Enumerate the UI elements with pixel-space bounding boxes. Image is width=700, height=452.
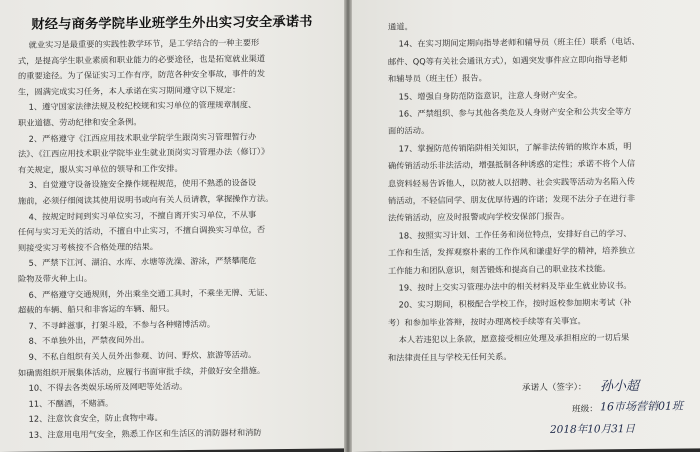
body-line: 任何与实习无关的活动，不擅自中止实习，不擅自调换实习单位，否 — [18, 224, 266, 237]
body-line: 销活动，不轻信同学、朋友优厚待遇的许诺；发现不法分子在进行非 — [388, 193, 636, 206]
body-line: 如确需组织开展集体活动，应履行书面审批手续，并做好安全措施。 — [18, 364, 266, 378]
body-line: 息资料轻易告诉他人，以防被人以招聘、社会实践等活动为名陷入传 — [388, 175, 636, 189]
body-line: 和辅导员（班主任）报告。 — [388, 72, 487, 84]
book-spine — [344, 0, 352, 452]
body-line: 9、不私自组织有关人员外出参观、访问、野炊、旅游等活动。 — [18, 349, 257, 362]
body-line: 有关规定，服从实习单位的领导和工作安排。 — [18, 162, 183, 175]
body-line: 确传销活动乐非法活动，增强抵制各种诱惑的定性；承诺不将个人信 — [388, 158, 636, 171]
left-page — [0, 0, 344, 452]
body-line: 17、掌握防范传销陷阱相关知识，了解非法传销的欺诈本质，明 — [388, 140, 632, 154]
signer-label: 承诺人（签字）： — [522, 382, 587, 394]
body-line: 考）和参加毕业答辩，按时办理离校手续等有关事宜。 — [388, 315, 586, 328]
body-line: 本人若违犯以上条款，愿意接受相应处理及承担相应的一切后果 — [388, 332, 630, 345]
body-line: 则接受实习考核按不合格处理的结果。 — [18, 241, 159, 253]
right-page — [352, 0, 700, 452]
body-line: 5、严禁下江河、湖泊、水库、水塘等洗澡、游泳，严禁攀爬危 — [18, 255, 257, 269]
body-line: 10、不得去各类娱乐场所及网吧等处活动。 — [18, 381, 188, 393]
body-line: 16、严禁组织、参与其他各类危及人身财产安全和公共安全等方 — [388, 106, 632, 119]
body-line: 4、按规定时间到实习单位实习，不擅自离开实习单位，不从事 — [18, 208, 257, 222]
body-line: 1、遵守国家法律法规及校纪校规和实习单位的管理规章制度、 — [18, 99, 257, 113]
body-line: 12、注意饮食安全，防止食物中毒。 — [18, 412, 163, 425]
body-line: 13、注意用电用气安全，熟悉工作区和生活区的消防器材和消防 — [18, 427, 262, 440]
body-line: 险物及带火种上山。 — [18, 273, 93, 284]
body-line: 和法律责任且与学校无任何关系。 — [388, 350, 512, 363]
body-line: 工作和生活，发挥观察朴素的工作作风和谦虚好学的精神，培养独立 — [388, 245, 636, 258]
body-line: 7、不寻衅滋事，打架斗殴，不参与各种赌博活动。 — [18, 318, 216, 331]
body-line: 就业实习是最重要的实践性教学环节，是工学结合的一种主要形 — [18, 37, 260, 50]
body-line: 14、在实习期间定期向指导老师和辅导员（班主任）联系（电话、 — [388, 36, 640, 50]
body-line: 邮件、QQ等有关社会通讯方式），如遇突发事件应立即向指导老师 — [388, 53, 628, 67]
body-line: 6、严格遵守交通规则，外出乘坐交通工具时，不乘坐无牌、无证、 — [18, 286, 273, 300]
body-line: 法》、《江西应用技术职业学院毕业生就业顶岗实习管理办法（修订）》 — [18, 146, 270, 159]
signer-signature: 孙小超 — [600, 378, 640, 395]
body-line: 8、不单独外出，严禁夜间外出。 — [18, 334, 150, 347]
body-line: 20、实习期间，积极配合学校工作，按时返校参加期末考试（补 — [388, 297, 632, 311]
body-line: 法传销活动，应及时报警或向学校安保部门报告。 — [388, 211, 570, 224]
body-line: 18、按照实习计划、工作任务和岗位特点，安排好自己的学习、 — [388, 227, 632, 241]
body-line: 3、自觉遵守设备设施安全操作规程规范，使用不熟悉的设备设 — [18, 177, 257, 191]
body-line: 工作能力和团队意识，刻苦锻炼和提高自己的职业技术技能。 — [388, 262, 611, 276]
body-line: 的重要途径。为了保证实习工作有序，防范各种安全事故，事件的发 — [18, 68, 266, 81]
body-line: 施前，必须仔细阅读其使用说明书或向有关人员请教，掌握操作方法。 — [18, 193, 274, 206]
body-line: 通道。 — [388, 21, 413, 32]
class-label: 班级： — [572, 404, 598, 415]
date-handwritten: 2018年10月31日 — [550, 423, 635, 436]
body-line: 11、不酗酒，不赌酒。 — [18, 397, 114, 409]
body-line: 职业道德、劳动纪律和安全条例。 — [18, 116, 142, 128]
body-line: 生，圆满完成实习任务，本人承诺在实习期间遵守以下规定： — [18, 84, 241, 97]
body-line: 超载的车辆、船只和非客运的车辆、船只。 — [18, 303, 175, 315]
body-line: 2、严格遵守《江西应用技术职业学院学生跟岗实习管理暂行办 — [18, 130, 257, 144]
body-line: 15、增强自身防范防盗意识，注意人身财产安全。 — [388, 89, 583, 102]
document-title: 财经与商务学院毕业班学生外出实习安全承诺书 — [31, 14, 313, 33]
class-handwritten: 16市场营销01班 — [600, 399, 683, 414]
body-line: 19、按时上交实习管理办法中的相关材料及毕业生就业协议书。 — [388, 280, 632, 293]
body-line: 式，是提高学生职业素质和职业能力的必要途径，也是拓宽就业渠道 — [18, 52, 266, 66]
body-line: 面的活动。 — [388, 125, 430, 137]
